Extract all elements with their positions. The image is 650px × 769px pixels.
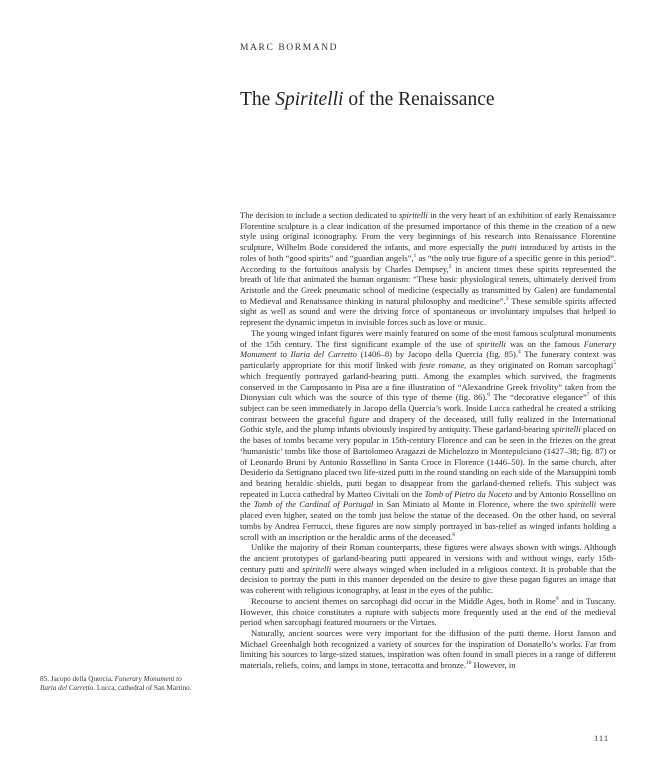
italic-term: Funerary Monument to Ilaria del Carretto	[240, 338, 617, 360]
text-run: introduced by artists in the roles of both “good spirits” and “guardian angels”,	[240, 242, 616, 263]
text-run: as they originated on Roman sarcophagi	[466, 360, 614, 371]
footnote-marker: 7	[586, 392, 590, 399]
text-run: placed on the bases of tombs became very popular in 15th-century Florence and can be seen in the friezes on the great ‘humanistic’ tombs like those of Bartolomeo Aragazzi de Michelozzo in Montepulciano (1427–38; fig. 87) or of Leonardo Bruni by Antonio Rossellino in Santa Croce in Florence (1446–50). In the same church, after Desiderio da Settignano placed two life-sized putti in the round standing on each side of the Marsuppini tomb and bearing heraldic shields, putti began to disappear from the garland-themed reliefs. This subject was repeated in Lucca cathedral by Matteo Civitali on the	[240, 424, 616, 499]
italic-term: Tomb of Pietro da Noceto	[424, 488, 513, 499]
page-number: 111	[594, 733, 610, 743]
text-run: The young winged infant figures were mainly featured on some of the most famous sculptural monuments of the 15th century. The first significant example of the use of	[240, 327, 616, 349]
text-run: The funerary context was particularly appropriate for this motif linked with	[240, 349, 617, 371]
text-run: of this subject can be seen immediately in Jacopo della Quercia’s work. Inside Lucca cathedral he created a striking contrast between the graceful figure and drapery of the deceased, still fully realized in the International Gothic style, and the plump infants obviously inspired by antiquity. These garland-bearing	[240, 392, 616, 435]
footnote-marker: 5	[613, 360, 616, 367]
text-run: The “decorative elegance”	[490, 392, 587, 403]
italic-term: Tomb of the Cardinal of Portugal	[253, 499, 374, 510]
italic-term: spiritelli	[476, 338, 506, 349]
text-run: (1406–8) by Jacopo della Quercia (fig. 85).	[356, 349, 519, 360]
title-prefix: The	[240, 89, 276, 110]
italic-term: feste romane,	[419, 360, 467, 371]
text-run: The decision to include a section dedicated to	[240, 210, 399, 220]
caption-suffix: . Lucca, cathedral of San Martino.	[93, 684, 192, 693]
text-run: in San Miniato al Monte in Florence, where the two	[373, 499, 568, 510]
footnote-marker: 1	[413, 253, 417, 260]
footnote-marker: 10	[465, 660, 472, 667]
text-run: in the very heart of an exhibition of early Renaissance Florentine sculpture is a clear indication of the presumed importance of this theme in the creation of a new style using original iconography. From the very beginnings of his research into Renaissance Florentine sculpture, Wilhelm Bode considered the infants, and more especially the	[240, 210, 616, 253]
text-run: and in Tuscany. However, this choice constitutes a rupture with subjects more frequently used at the end of the medieval period when sarcophagi featured mourners or the Virtues.	[240, 595, 616, 628]
footnote-marker: 9	[555, 596, 559, 603]
paragraph-2	[240, 328, 616, 542]
text-run: and by Antonio Rossellino on the	[240, 488, 616, 510]
article-title	[240, 89, 495, 111]
paragraph-1	[240, 210, 616, 328]
text-run: Naturally, ancient sources were very important for the diffusion of the putti theme. Horst Janson and Michael Greenhalgh both recognized a variety of sources for the inspiration of Donatello’s works. Far from limiting his sources to large-sized statues, inspiration was often found in small pieces in a range of different materials, reliefs, coins, and lamps in stone, terracotta and bronze.	[240, 628, 616, 671]
title-italic: Spiritelli	[275, 89, 344, 110]
footnote-marker: 2	[448, 263, 452, 270]
text-run: However, in	[471, 660, 516, 671]
text-run: which frequently portrayed garland-bearing putti. Among the examples which survived, the fragments conserved in the Camposanto in Pisa are a fine illustration of “Alexandrine Greek frivolity” taken from the Dionysian cult which was the source of this type of theme (fig. 86).	[240, 370, 616, 403]
article-body	[240, 210, 616, 671]
text-run: were placed even higher, seated on the tomb just below the statue of the deceased. On the other hand, on several tombs by Andrea Ferrucci, these figures are now simply portrayed in bas-relief as winged infants holding a scroll with an inscription or the heraldic arms of the deceased.	[240, 499, 616, 542]
author-name: MARC BORMAND	[240, 43, 339, 53]
italic-term: spiritelli	[302, 563, 332, 574]
caption-italic: Funerary Monument to Ilaria del Carretto	[40, 675, 182, 693]
text-run: in ancient times these spirits represented the breath of life that animated the human organism: “These basic physiological tenets, ultimately derived from Aristotle and the Greek pneumatic school of medicine (especially as transmitted by Galen) are fundamental to Medieval and Renaissance thinking in natural philosophy and medicine”.	[240, 263, 616, 306]
text-run: was on the famous	[505, 338, 584, 349]
italic-term: spiritelli	[567, 499, 597, 510]
footnote-marker: 6	[487, 392, 490, 399]
text-run: Recourse to ancient themes on sarcophagi did occur in the Middle Ages, both in Rome	[251, 595, 556, 606]
title-suffix: of the Renaissance	[343, 89, 495, 110]
paragraph-3	[240, 542, 616, 596]
footnote-marker: 8	[452, 531, 456, 538]
figure-caption	[40, 675, 196, 694]
footnote-marker: 4	[518, 349, 521, 356]
text-run: were always winged when included in a religious context. It is probable that the decision to portray the putti in this manner depended on the desire to give these pagan figures an image that was coherent with religious iconography, at least in the eyes of the public.	[240, 563, 616, 596]
paragraph-4	[240, 596, 616, 628]
text-run: Unlike the majority of their Roman counterparts, these figures were always shown with wings. Although the ancient prototypes of garland-bearing putti appeared in versions with and without wings, early 15th-century putti and	[240, 542, 616, 574]
caption-prefix: 85. Jacopo della Quercia,	[40, 675, 115, 683]
text-run: These sensible spirits affected sight as well as sound and were the driving force of spontaneous or involuntary impulses that helped to represent the dynamic impetus in invisible forces such as love or music.	[240, 295, 616, 328]
footnote-marker: 3	[505, 295, 509, 302]
italic-term: spiritelli	[398, 210, 428, 220]
paragraph-5	[240, 628, 616, 671]
italic-term: spiritelli	[551, 424, 581, 435]
italic-term: putti	[501, 242, 517, 253]
text-run: as “the only true figure of a specific genre in this period”. According to the fortuitous analysis by Charles Dempsey,	[240, 252, 617, 274]
